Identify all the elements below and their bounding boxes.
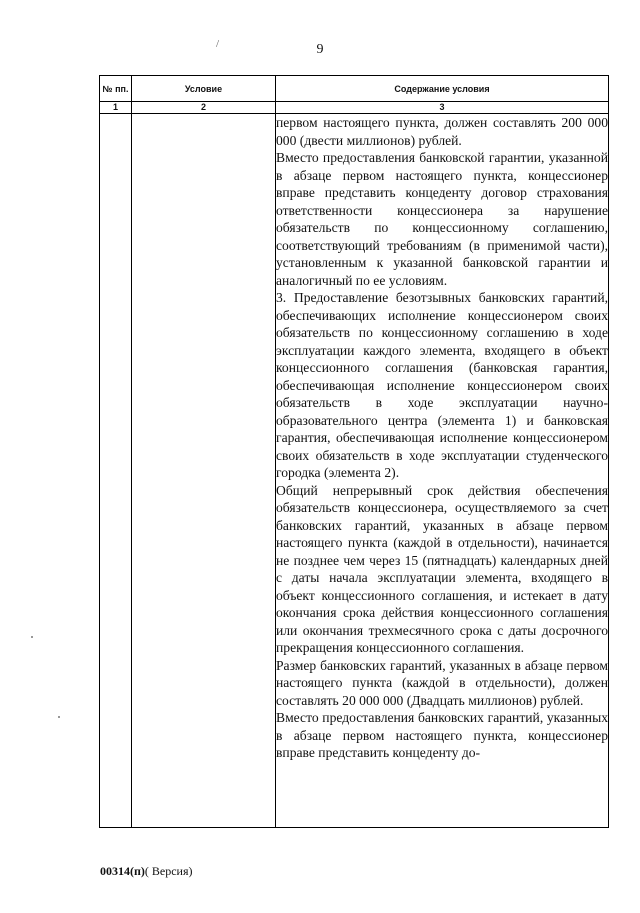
scan-speck xyxy=(31,636,33,638)
table-header-row xyxy=(100,76,609,102)
cell-content xyxy=(276,114,609,828)
header-content: Содержание условия xyxy=(276,76,609,102)
footer xyxy=(100,864,193,879)
header-mark: / xyxy=(216,38,220,50)
paragraph: первом настоящего пункта, должен составлять 200 000 000 (двести миллионов) рублей. xyxy=(276,115,608,148)
page-number: 9 xyxy=(316,42,324,57)
column-number-1: 1 xyxy=(100,102,132,114)
paragraph: Размер банковских гарантий, указанных в абзаце первом настоящего пункта (каждой в отдельности), должен составлять 20 000 000 (Двадцать миллионов) рублей. xyxy=(276,657,608,708)
cell-condition xyxy=(132,114,276,828)
column-number-2: 2 xyxy=(132,102,276,114)
document-version: ( Версия) xyxy=(144,864,193,878)
document-code: 00314(п) xyxy=(100,864,145,878)
paragraph: Вместо предоставления банковской гарантии, указанной в абзаце первом настоящего пункта, концессионер вправе представить концеденту договор страхования ответственности концессионера за нарушение обязательств по концессионному соглашению, соответствующий требованиям (в применимой части), установленным к указанной банковской гарантии и аналогичный по ее условиям. xyxy=(276,150,608,288)
scan-speck xyxy=(58,716,60,718)
table-row xyxy=(100,114,609,828)
header-condition: Условие xyxy=(132,76,276,102)
paragraph: Вместо предоставления банковских гарантий, указанных в абзаце первом настоящего пункта, концессионер вправе представить концеденту до- xyxy=(276,710,608,760)
column-number-row xyxy=(100,102,609,114)
conditions-table xyxy=(99,75,609,828)
header-number: № пп. xyxy=(100,76,132,102)
paragraph: 3. Предоставление безотзывных банковских гарантий, обеспечивающих исполнение концессионером своих обязательств по концессионному соглашению в ходе эксплуатации каждого элемента, входящего в объект концессионного соглашения (банковская гарантия, обеспечивающая исполнение концессионером своих обязательств в ходе эксплуатации научно-образовательного центра (элемента 1) и банковская гарантия, обеспечивающая исполнение концессионером своих обязательств в ходе эксплуатации студенческого городка (элемента 2). xyxy=(276,290,608,480)
column-number-3: 3 xyxy=(276,102,609,114)
paragraph: Общий непрерывный срок действия обеспечения обязательств концессионера, осуществляемого за счет банковских гарантий, указанных в абзаце первом настоящего пункта (каждой в отдельности), начинается не позднее чем через 15 (пятнадцать) календарных дней с даты начала эксплуатации элемента, входящего в объект концессионного соглашения, и истекает в дату окончания срока действия концессионного соглашения или окончания трехмесячного срока с даты досрочного прекращения концессионного соглашения. xyxy=(276,482,608,655)
cell-number xyxy=(100,114,132,828)
